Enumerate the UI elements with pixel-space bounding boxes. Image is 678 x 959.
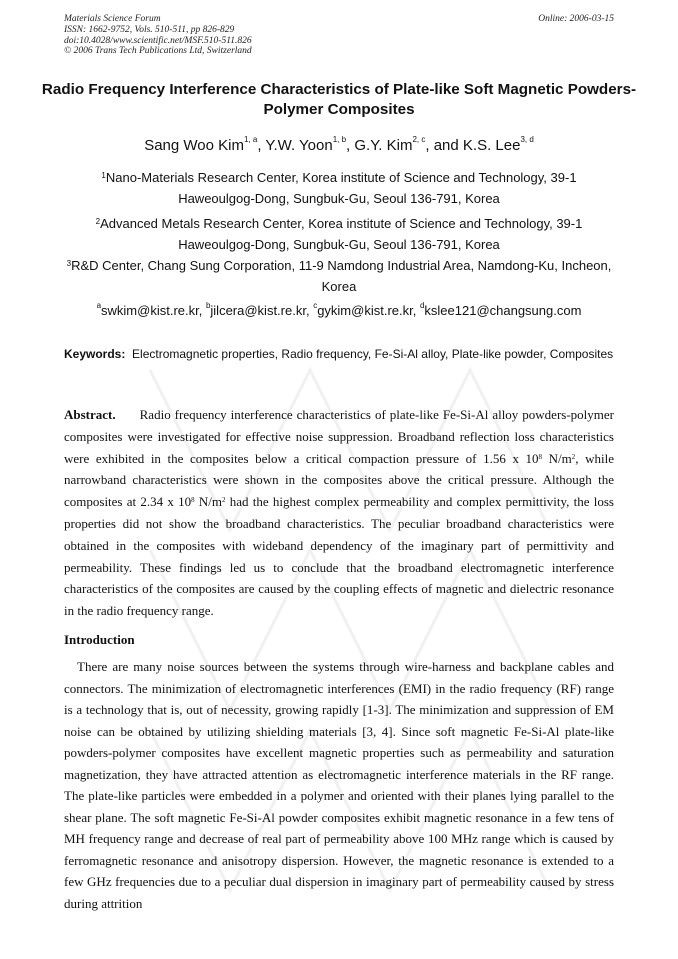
author-name: G.Y. Kim [354, 137, 413, 154]
author-name: Y.W. Yoon [265, 137, 333, 154]
author-sup: 1, a [243, 135, 258, 144]
author-list: Sang Woo Kim$^{1, a}$, Y.W. Yoon$^{1, b}$, G.Y. Kim$^{2, c}$, and K.S. Lee$^{3, d}$ [144, 135, 534, 154]
issn-line: ISSN: 1662-9752, Vols. 510-511, pp 826-829 [64, 24, 235, 35]
doi-line: doi:10.4028/www.scientific.net/MSF.510-511.826 [64, 35, 252, 46]
author-sup: 2, c [412, 135, 426, 144]
affiliation-3: $^3$R&D Center, Chang Sung Corporation, 11-9 Namdong Industrial Area, Namdong-Ku, Incheon, Korea [66, 258, 612, 294]
email-link[interactable]: swkim@kist.re.kr, [101, 303, 206, 318]
author-name: K.S. Lee [462, 137, 521, 154]
abstract-label: Abstract. [64, 407, 116, 422]
email-link[interactable]: gykim@kist.re.kr, [317, 303, 420, 318]
journal-header [64, 14, 614, 57]
affiliation-2: $^2$Advanced Metals Research Center, Korea institute of Science and Technology, 39-1 Haweoulgog-Dong, Sungbuk-Gu, Seoul 136-791, Korea [95, 216, 583, 252]
affiliation-1: $^1$Nano-Materials Research Center, Korea institute of Science and Technology, 39-1 Haweoulgog-Dong, Sungbuk-Gu, Seoul 136-791, Korea [101, 170, 577, 206]
section-heading-introduction: Introduction [64, 632, 135, 647]
keywords-text: Electromagnetic properties, Radio frequency, Fe-Si-Al alloy, Plate-like powder, Composites [132, 347, 614, 361]
author-sup: 1, b [332, 135, 347, 144]
paper-title: Radio Frequency Interference Characteristics of Plate-like Soft Magnetic Powders-Polymer Composites [41, 81, 637, 118]
online-date: Online: 2006-03-15 [538, 14, 614, 24]
abstract: Abstract. Radio frequency interference characteristics of plate-like Fe-Si-Al alloy powders-polymer composites were investigated for effective noise suppression. Broadband reflection loss characteristics were exhibited in the composites below a critical compaction pressure of 1.56 x $10^8$ $N/m^2$, while narrowband characteristics were shown in the composites above the critical pressure. Although the composites at 2.34 x $10^8$ $N/m^2$ had the highest complex permeability and complex permittivity, the loss properties did not show the broadband characteristics. The peculiar broadband characteristics were obtained in the composites with wideband dependency of the imaginary part of permittivity and permeability. These findings led us to conclude that the broadband electromagnetic interference characteristics of the composites are caused by the coupling effects of magnetic and dielectric resonance in the radio frequency range. [64, 407, 614, 619]
keywords-label: Keywords: [64, 347, 126, 361]
author-sup: 3, d [520, 135, 534, 144]
introduction-text: There are many noise sources between the systems through wire-harness and backplane cables and connectors. The minimization of electromagnetic interferences (EMI) in the radio frequency (RF) range is a technology that is, out of necessity, growing rapidly [1-3]. The minimization and suppression of EM noise can be obtained by utilizing shielding materials [3, 4]. Since soft magnetic Fe-Si-Al plate-like powders-polymer composites have excellent magnetic properties such as permeability and saturation magnetization, they have attracted attention as electromagnetic interference materials in the RF range. The plate-like particles were embedded in a polymer and oriented with their planes lying parallel to the shear plane. The soft magnetic Fe-Si-Al powder composites exhibit magnetic resonance in a few tens of MH frequency range and decrease of real part of permeability above 100 MHz range which is caused by ferromagnetic resonance and anisotropy dispersion. However, the magnetic resonance is extended to a few GHz frequencies due to a peculiar dual dispersion in imaginary part of permeability caused by stress during attrition [64, 659, 614, 911]
keywords [64, 345, 614, 364]
author-name: Sang Woo Kim [144, 137, 244, 154]
author-emails: $^a$swkim@kist.re.kr, $^b$jilcera@kist.re.kr, $^c$gykim@kist.re.kr, $^d$kslee121@changsung.com [96, 301, 582, 318]
copyright-line: © 2006 Trans Tech Publications Ltd, Switzerland [64, 46, 252, 57]
email-link[interactable]: kslee121@changsung.com [424, 303, 582, 318]
journal-name: Materials Science Forum [64, 14, 161, 24]
email-link[interactable]: jilcera@kist.re.kr, [210, 303, 314, 318]
